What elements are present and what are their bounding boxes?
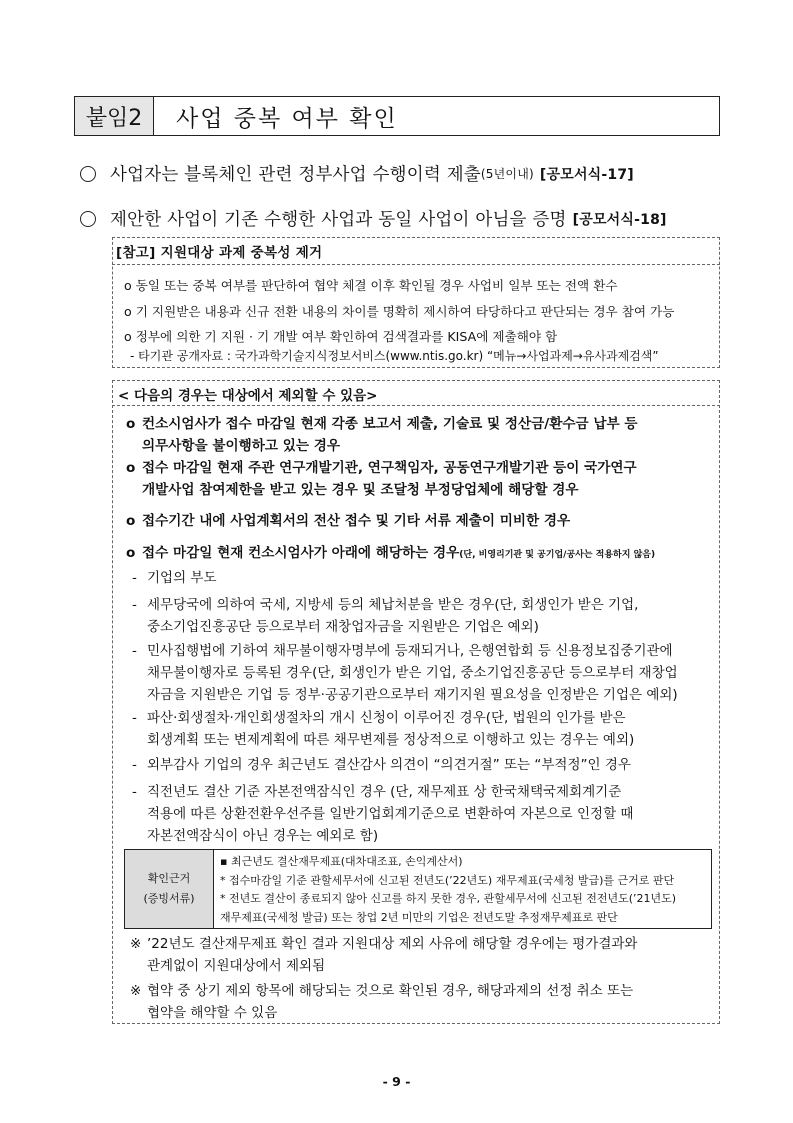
- sub-item: - 파산·회생절차·개인회생절차의 개시 신청이 이루어진 경우(단, 법원의 인가를 받은 회생계획 또는 변제계획에 따른 채무변제를 정상적으로 이행하고 있는 경우는 예외): [132, 710, 635, 748]
- headline-text: 사업자는 블록체인 관련 정부사업 수행이력 제출: [110, 165, 481, 185]
- circle-bullet-icon: [80, 166, 96, 182]
- page-number: - 9 -: [382, 1074, 411, 1089]
- headline-note: (5년이내): [480, 167, 534, 181]
- section-header: [74, 96, 720, 136]
- reference-item: o 동일 또는 중복 여부를 판단하여 협약 체결 이후 확인될 경우 사업비 일부 또는 전액 환수: [124, 278, 618, 293]
- reference-sub-item: - 타기관 공개자료 : 국가과학기술지식정보서비스(www.ntis.go.kr) “메뉴→사업과제→유사과제검색”: [130, 349, 659, 363]
- exclusion-note: (단, 비영리기관 및 공기업/공사는 적용하지 않음): [459, 550, 656, 560]
- exclusion-item: o 접수 마감일 현재 주관 연구개발기관, 연구책임자, 공동연구개발기관 등이 국가연구 개발사업 참여제한을 받고 있는 경우 및 조달청 부정당업체에 해당할 경우: [126, 460, 637, 498]
- attachment-tag: 붙임2: [75, 97, 154, 135]
- reference-item: o 정부에 의한 기 지원 · 기 개발 여부 확인하여 검색결과를 KISA에 제출해야 함: [124, 329, 558, 344]
- divider: [112, 405, 720, 406]
- headline-item: [80, 206, 730, 231]
- evidence-table: [124, 849, 712, 929]
- section-title: 사업 중복 여부 확인: [176, 105, 398, 132]
- divider: [112, 264, 720, 265]
- sub-item: - 세무당국에 의하여 국세, 지방세 등의 체납처분을 받은 경우(단, 회생인가 받은 기업, 중소기업진흥공단 등으로부터 재창업자금을 지원받은 기업은 예외): [132, 597, 639, 635]
- sub-item: - 기업의 부도: [132, 570, 217, 586]
- headline-text: 제안한 사업이 기존 수행한 사업과 동일 사업이 아님을 증명: [110, 210, 567, 230]
- sub-item: - 민사집행법에 기하여 채무불이행자명부에 등재되거나, 은행연합회 등 신용정보집중기관에 채무불이행자로 등록된 경우(단, 회생인가 받은 기업, 중소기업진흥공단 등으로부터 재창업 자금을 지원받은 기업 등 정부·공공기관으로부터 재기지원 필요성을 인정받은 기업은 예외): [132, 643, 678, 703]
- exclusion-item: o 접수 마감일 현재 컨소시엄사가 아래에 해당하는 경우(단, 비영리기관 및 공기업/공사는 적용하지 않음): [126, 545, 656, 561]
- exclusion-title: < 다음의 경우는 대상에서 제외할 수 있음>: [118, 388, 378, 404]
- sub-item: - 직전년도 결산 기준 자본전액잠식인 경우 (단, 재무제표 상 한국채택국제회계기준 적용에 따른 상환전환우선주를 일반기업회계기준으로 변환하여 자본으로 인정할 때 자본전액잠식이 아닌 경우는 예외로 함): [132, 784, 634, 844]
- reference-item: o 기 지원받은 내용과 신규 전환 내용의 차이를 명확히 제시하여 타당하다고 판단되는 경우 참여 가능: [124, 304, 675, 319]
- form-reference: [공모서식-17]: [539, 166, 634, 183]
- reference-title: [참고] 지원대상 과제 중복성 제거: [116, 245, 323, 261]
- note-item: ※ ’22년도 결산재무제표 확인 결과 지원대상 제외 사유에 해당할 경우에는 평가결과와 관계없이 지원대상에서 제외됨: [130, 933, 714, 977]
- sub-item: - 외부감사 기업의 경우 최근년도 결산감사 의견이 “의견거절” 또는 “부적정”인 경우: [132, 757, 631, 773]
- exclusion-item: o 접수기간 내에 사업계획서의 전산 접수 및 기타 서류 제출이 미비한 경우: [126, 513, 571, 529]
- evidence-label-cell: 확인근거 (증빙서류): [125, 850, 214, 928]
- reference-mark-icon: ※: [130, 936, 142, 952]
- reference-mark-icon: ※: [130, 983, 142, 999]
- exclusion-item: o 컨소시엄사가 접수 마감일 현재 각종 보고서 제출, 기술료 및 정산금/환수금 납부 등 의무사항을 불이행하고 있는 경우: [126, 416, 638, 454]
- circle-bullet-icon: [80, 211, 96, 227]
- note-item: ※ 협약 중 상기 제외 항목에 해당되는 것으로 확인된 경우, 해당과제의 선정 취소 또는 협약을 해약할 수 있음: [130, 980, 714, 1024]
- evidence-content-cell: ▪ 최근년도 결산재무제표(대차대조표, 손익계산서) * 접수마감일 기준 관할세무서에 신고된 전년도(’22년도) 재무제표(국세청 발급)를 근거로 판단 * 전년도 결산이 종료되지 않아 신고를 하지 못한 경우, 관할세무서에 신고된 전전년도(’21년도) 재무제표(국세청 발급) 또는 창업 2년 미만의 기업은 전년도말 추정재무제표로 판단: [220, 855, 677, 924]
- form-reference: [공모서식-18]: [572, 211, 667, 228]
- headline-item: [80, 161, 730, 186]
